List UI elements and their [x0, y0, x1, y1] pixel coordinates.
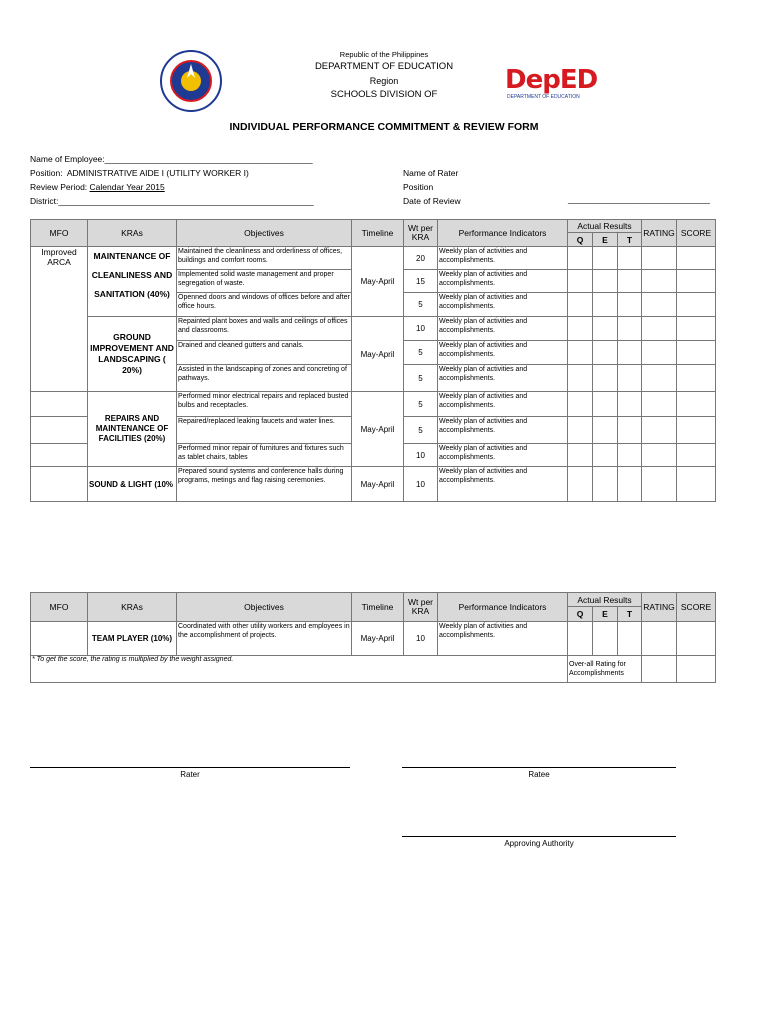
division-label: SCHOOLS DIVISION OF [330, 89, 438, 100]
q-cell[interactable] [568, 270, 593, 293]
indicator-cell: Weekly plan of activities and accomplishments. [438, 622, 568, 656]
q-cell[interactable] [568, 341, 593, 365]
header-actual-results: Actual Results [568, 220, 642, 233]
header-e: E [593, 607, 618, 622]
approving-authority-signature-line[interactable] [402, 836, 676, 837]
timeline-cell: May-April [352, 247, 404, 317]
score-cell[interactable] [677, 444, 716, 467]
wt-cell: 5 [404, 293, 438, 317]
e-cell[interactable] [593, 392, 618, 417]
wt-cell: 10 [404, 622, 438, 656]
approving-authority-label: Approving Authority [504, 839, 574, 848]
header-q: Q [568, 607, 593, 622]
score-cell[interactable] [677, 317, 716, 341]
score-cell[interactable] [677, 622, 716, 656]
mfo-value: Improved ARCA [41, 247, 77, 267]
objective-cell: Repainted plant boxes and walls and ceilings of offices and classrooms. [177, 317, 352, 341]
wt-cell: 10 [404, 444, 438, 467]
header-t: T [618, 233, 642, 247]
rating-cell[interactable] [642, 247, 677, 270]
header-mfo: MFO [31, 593, 88, 622]
wt-cell: 10 [404, 467, 438, 502]
deped-logo-text: DepED [505, 65, 598, 95]
wt-cell: 15 [404, 270, 438, 293]
indicator-cell: Weekly plan of activities and accomplishments. [438, 247, 568, 270]
t-cell[interactable] [618, 270, 642, 293]
header-wt-per-kra: Wt per KRA [404, 593, 438, 622]
q-cell[interactable] [568, 317, 593, 341]
t-cell[interactable] [618, 467, 642, 502]
q-cell[interactable] [568, 417, 593, 444]
deped-logo [505, 66, 621, 102]
rating-cell[interactable] [642, 467, 677, 502]
header-kras: KRAs [88, 593, 177, 622]
rater-name-label: Name of Rater [403, 168, 459, 178]
header-performance-indicators: Performance Indicators [438, 220, 568, 247]
score-cell[interactable] [677, 270, 716, 293]
e-cell[interactable] [593, 467, 618, 502]
objective-cell: Openned doors and windows of offices before and after office hours. [177, 293, 352, 317]
objective-cell: Maintained the cleanliness and orderliness of offices, buildings and comfort rooms. [177, 247, 352, 270]
t-cell[interactable] [618, 293, 642, 317]
header-objectives: Objectives [177, 593, 352, 622]
mfo-empty-cell [31, 622, 88, 656]
rating-cell[interactable] [642, 622, 677, 656]
wt-cell: 5 [404, 365, 438, 392]
rating-cell[interactable] [642, 417, 677, 444]
rating-cell[interactable] [642, 341, 677, 365]
kra-cell: MAINTENANCE OF CLEANLINESS AND SANITATION (40%) [88, 247, 177, 317]
deped-logo-subtext: DEPARTMENT OF EDUCATION [507, 94, 580, 100]
rater-position-label: Position [403, 182, 434, 192]
score-cell[interactable] [677, 467, 716, 502]
ratee-signature-line[interactable] [402, 767, 676, 768]
rating-cell[interactable] [642, 444, 677, 467]
rater-label: Rater [180, 770, 200, 779]
timeline-cell: May-April [352, 467, 404, 502]
e-cell[interactable] [593, 341, 618, 365]
header-objectives: Objectives [177, 220, 352, 247]
position-value[interactable]: ADMINISTRATIVE AIDE I (UTILITY WORKER I) [66, 168, 249, 178]
kra-cell: GROUND IMPROVEMENT AND LANDSCAPING ( 20%) [88, 317, 177, 392]
header-q: Q [568, 233, 593, 247]
mfo-empty-cell [31, 392, 88, 417]
e-cell[interactable] [593, 293, 618, 317]
indicator-cell: Weekly plan of activities and accomplishments. [438, 392, 568, 417]
employee-name-value[interactable]: ____________________________________________ [104, 154, 313, 164]
e-cell[interactable] [593, 247, 618, 270]
score-cell[interactable] [677, 392, 716, 417]
score-cell[interactable] [677, 341, 716, 365]
q-cell[interactable] [568, 622, 593, 656]
region-label: Region [369, 76, 399, 86]
kra-cell: SOUND & LIGHT (10% [88, 467, 177, 502]
indicator-cell: Weekly plan of activities and accomplishments. [438, 365, 568, 392]
district-value[interactable]: ______________________________________________________ [58, 196, 314, 206]
header-score: SCORE [677, 220, 716, 247]
t-cell[interactable] [618, 365, 642, 392]
overall-score-cell[interactable] [677, 656, 716, 683]
score-cell[interactable] [677, 417, 716, 444]
mfo-empty-cell [31, 417, 88, 444]
overall-rating-cell[interactable] [642, 656, 677, 683]
objective-cell: Coordinated with other utility workers and employees in the accomplishment of projects. [177, 622, 352, 656]
t-cell[interactable] [618, 341, 642, 365]
score-cell[interactable] [677, 365, 716, 392]
t-cell[interactable] [618, 392, 642, 417]
wt-cell: 5 [404, 341, 438, 365]
header-wt-per-kra: Wt per KRA [404, 220, 438, 247]
wt-cell: 5 [404, 417, 438, 444]
q-cell[interactable] [568, 467, 593, 502]
t-cell[interactable] [618, 444, 642, 467]
wt-cell: 20 [404, 247, 438, 270]
objective-cell: Assisted in the landscaping of zones and concreting of pathways. [177, 365, 352, 392]
date-of-review-label: Date of Review [403, 196, 461, 206]
timeline-cell: May-April [352, 392, 404, 467]
score-note: * To get the score, the rating is multiplied by the weight assigned. [31, 656, 568, 683]
date-of-review-value[interactable]: ______________________________ [568, 194, 710, 204]
ratee-label: Ratee [528, 770, 550, 779]
header-kras: KRAs [88, 220, 177, 247]
rating-cell[interactable] [642, 270, 677, 293]
review-period-label: Review Period: [30, 182, 88, 192]
objective-cell: Prepared sound systems and conference halls during programs, metings and flag raising ceremonies. [177, 467, 352, 502]
timeline-cell: May-April [352, 622, 404, 656]
header-performance-indicators: Performance Indicators [438, 593, 568, 622]
t-cell[interactable] [618, 417, 642, 444]
header-mfo: MFO [31, 220, 88, 247]
indicator-cell: Weekly plan of activities and accomplishments. [438, 417, 568, 444]
e-cell[interactable] [593, 365, 618, 392]
indicator-cell: Weekly plan of activities and accomplishments. [438, 467, 568, 502]
header-e: E [593, 233, 618, 247]
deped-seal-logo [160, 50, 222, 112]
rating-cell[interactable] [642, 317, 677, 341]
indicator-cell: Weekly plan of activities and accomplishments. [438, 341, 568, 365]
header-rating: RATING [642, 220, 677, 247]
indicator-cell: Weekly plan of activities and accomplishments. [438, 317, 568, 341]
e-cell[interactable] [593, 417, 618, 444]
rater-signature-line[interactable] [30, 767, 350, 768]
header-rating: RATING [642, 593, 677, 622]
rating-cell[interactable] [642, 293, 677, 317]
q-cell[interactable] [568, 365, 593, 392]
objective-cell: Performed minor electrical repairs and replaced busted bulbs and receptacles. [177, 392, 352, 417]
form-title: INDIVIDUAL PERFORMANCE COMMITMENT & REVIEW FORM [229, 121, 539, 133]
q-cell[interactable] [568, 247, 593, 270]
objective-cell: Repaired/replaced leaking faucets and water lines. [177, 417, 352, 444]
employee-name-label: Name of Employee: [30, 154, 105, 164]
t-cell[interactable] [618, 622, 642, 656]
wt-cell: 10 [404, 317, 438, 341]
e-cell[interactable] [593, 317, 618, 341]
q-cell[interactable] [568, 293, 593, 317]
review-period-value[interactable]: Calendar Year 2015 [89, 182, 165, 192]
header-timeline: Timeline [352, 593, 404, 622]
republic-label: Republic of the Philippines [339, 50, 429, 59]
kra-cell: TEAM PLAYER (10%) [88, 622, 177, 656]
overall-rating-label: Over-all Rating for Accomplishments [568, 656, 642, 683]
header-t: T [618, 607, 642, 622]
score-cell[interactable] [677, 247, 716, 270]
indicator-cell: Weekly plan of activities and accomplishments. [438, 270, 568, 293]
rating-cell[interactable] [642, 365, 677, 392]
wt-cell: 5 [404, 392, 438, 417]
district-label: District: [30, 196, 59, 206]
t-cell[interactable] [618, 317, 642, 341]
t-cell[interactable] [618, 247, 642, 270]
indicator-cell: Weekly plan of activities and accomplishments. [438, 444, 568, 467]
e-cell[interactable] [593, 270, 618, 293]
q-cell[interactable] [568, 444, 593, 467]
mfo-cell [31, 247, 88, 392]
performance-table-1 [30, 219, 716, 502]
department-label: DEPARTMENT OF EDUCATION [314, 61, 454, 72]
position-label: Position: [30, 168, 63, 178]
objective-cell: Implemented solid waste management and proper segregation of waste. [177, 270, 352, 293]
header-actual-results: Actual Results [568, 593, 642, 607]
mfo-empty-cell [31, 444, 88, 467]
header-timeline: Timeline [352, 220, 404, 247]
q-cell[interactable] [568, 392, 593, 417]
score-cell[interactable] [677, 293, 716, 317]
kra-cell: REPAIRS AND MAINTENANCE OF FACILITIES (20%) [88, 392, 177, 467]
performance-table-2 [30, 592, 716, 683]
timeline-cell: May-April [352, 317, 404, 392]
objective-cell: Performed minor repair of furnitures and fixtures such as tablet chairs, tables [177, 444, 352, 467]
header-score: SCORE [677, 593, 716, 622]
e-cell[interactable] [593, 444, 618, 467]
rating-cell[interactable] [642, 392, 677, 417]
e-cell[interactable] [593, 622, 618, 656]
objective-cell: Drained and cleaned gutters and canals. [177, 341, 352, 365]
mfo-empty-cell [31, 467, 88, 502]
indicator-cell: Weekly plan of activities and accomplishments. [438, 293, 568, 317]
